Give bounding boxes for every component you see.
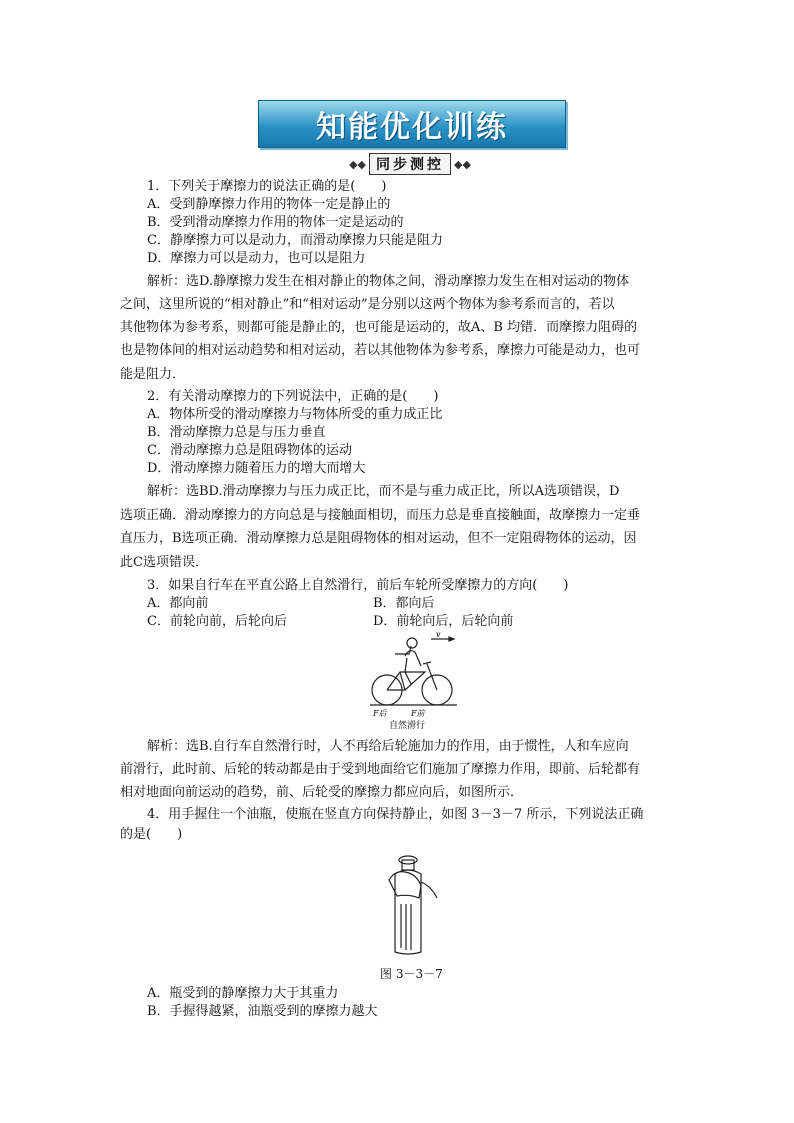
q2-option-a: A．物体所受的滑动摩擦力与物体所受的重力成正比 bbox=[147, 407, 443, 422]
oil-bottle-figure bbox=[375, 852, 445, 960]
q1-option-c: C．静摩擦力可以是动力，而滑动摩擦力只能是阻力 bbox=[147, 233, 443, 248]
q3-analysis-line: 前滑行，此时前、后轮的转动都是由于受到地面给它们施加了摩擦力作用，即前、后轮都有 bbox=[120, 762, 641, 777]
bicycle-caption: 自然滑行 bbox=[389, 721, 426, 730]
q2-analysis-line: 直压力，B选项正确．滑动摩擦力总是阻碍物体的相对运动，但不一定阻碍物体的运动，因 bbox=[120, 531, 637, 546]
q3-option-a: A．都向前 bbox=[147, 596, 209, 611]
diamond-left-icon: ◆◆ bbox=[349, 157, 366, 171]
figure-caption: 图 3－3－7 bbox=[380, 967, 443, 981]
q3-option-b: B．都向后 bbox=[373, 596, 435, 611]
q2-option-d: D．滑动摩擦力随着压力的增大而增大 bbox=[147, 461, 366, 476]
q1-analysis-line: 也是物体间的相对运动趋势和相对运动，若以其他物体为参考系，摩擦力可能是动力，也可 bbox=[120, 343, 641, 358]
section-header bbox=[326, 153, 494, 175]
q1-stem: 1．下列关于摩擦力的说法正确的是( ) bbox=[147, 179, 387, 194]
q1-analysis-line: 其他物体为参考系，则都可能是静止的，也可能是运动的，故A、B 均错．而摩擦力阻碍的 bbox=[120, 320, 638, 335]
q3-option-d: D．前轮向后，后轮向前 bbox=[373, 614, 514, 629]
q2-analysis-line: 此C选项错误． bbox=[120, 555, 208, 570]
velocity-label: v bbox=[436, 632, 441, 639]
q4-option-a: A．瓶受到的静摩擦力大于其重力 bbox=[147, 986, 339, 1001]
section-label: 同步测控 bbox=[369, 153, 451, 175]
q4-stem-cont: 的是( ) bbox=[120, 827, 183, 842]
q1-option-b: B．受到滑动摩擦力作用的物体一定是运动的 bbox=[147, 215, 404, 230]
force-front-label: F前 bbox=[411, 709, 425, 718]
rider-head bbox=[407, 638, 417, 648]
q4-option-b: B．手握得越紧，油瓶受到的摩擦力越大 bbox=[147, 1004, 378, 1019]
page-banner bbox=[258, 100, 566, 148]
q1-option-d: D．摩擦力可以是动力，也可以是阻力 bbox=[147, 251, 366, 266]
q1-analysis-line: 能是阻力． bbox=[120, 367, 186, 382]
q2-analysis-line: 解析：选BD.滑动摩擦力与压力成正比，而不是与重力成正比，所以A选项错误，D bbox=[147, 484, 620, 499]
force-rear-label: F后 bbox=[373, 709, 387, 718]
banner-title: 知能优化训练 bbox=[316, 110, 508, 145]
q3-analysis-line: 解析：选B.自行车自然滑行时，人不再给后轮施加力的作用，由于惯性，人和车应向 bbox=[147, 739, 629, 754]
q2-stem: 2．有关滑动摩擦力的下列说法中，正确的是( ) bbox=[147, 389, 439, 404]
q2-option-c: C．滑动摩擦力总是阻碍物体的运动 bbox=[147, 443, 352, 458]
bicycle-figure bbox=[365, 632, 460, 730]
q1-option-a: A．受到静摩擦力作用的物体一定是静止的 bbox=[147, 197, 391, 212]
q4-stem: 4．用手握住一个油瓶，使瓶在竖直方向保持静止，如图 3－3－7 所示，下列说法正确 bbox=[147, 807, 644, 822]
diamond-right-icon: ◆◆ bbox=[454, 157, 471, 171]
q3-analysis-line: 相对地面向前运动的趋势，前、后轮受的摩擦力都应向后，如图所示． bbox=[120, 785, 524, 800]
q1-analysis-line: 之间，这里所说的“相对静止”和“相对运动”是分别以这两个物体为参考系而言的，若以 bbox=[120, 297, 615, 312]
q3-stem: 3．如果自行车在平直公路上自然滑行，前后车轮所受摩擦力的方向( ) bbox=[147, 578, 569, 593]
q1-analysis-line: 解析：选D.静摩擦力发生在相对静止的物体之间，滑动摩擦力发生在相对运动的物体 bbox=[147, 274, 630, 289]
q3-option-c: C．前轮向前，后轮向后 bbox=[147, 614, 287, 629]
q2-option-b: B．滑动摩擦力总是与压力垂直 bbox=[147, 425, 326, 440]
q2-analysis-line: 选项正确．滑动摩擦力的方向总是与接触面相切，而压力总是垂直接触面，故摩擦力一定垂 bbox=[120, 508, 641, 523]
